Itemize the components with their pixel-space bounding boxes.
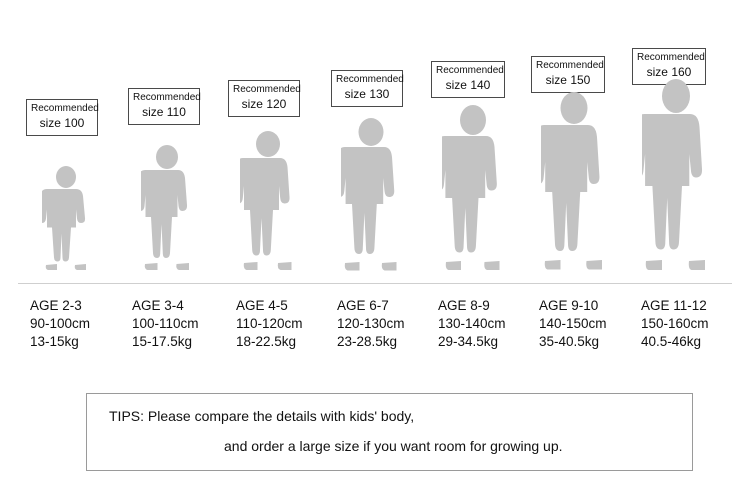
- height-label: 130-140cm: [438, 316, 506, 331]
- recommended-label: Recommended: [336, 74, 404, 85]
- age-label: AGE 2-3: [30, 298, 82, 313]
- weight-label: 40.5-46kg: [641, 334, 702, 349]
- recommended-label: Recommended: [436, 65, 504, 76]
- height-label: 90-100cm: [30, 316, 91, 331]
- tips-line-1: TIPS: Please compare the details with kids' body,: [109, 408, 415, 424]
- size-badge-4: [331, 70, 403, 107]
- size-info-7: [641, 297, 709, 351]
- age-label: AGE 9-10: [539, 298, 599, 313]
- size-info-5: [438, 297, 506, 351]
- size-value: size 150: [545, 72, 591, 87]
- height-label: 110-120cm: [236, 316, 303, 331]
- height-label: 120-130cm: [337, 316, 405, 331]
- child-silhouette-3: [240, 131, 296, 271]
- size-info-1: [30, 297, 90, 351]
- height-label: 150-160cm: [641, 316, 709, 331]
- height-label: 140-150cm: [539, 316, 607, 331]
- size-info-3: [236, 297, 303, 351]
- size-info-6: [539, 297, 607, 351]
- size-value: size 120: [241, 96, 287, 111]
- size-badge-5: [431, 61, 505, 98]
- size-value: size 140: [445, 77, 491, 92]
- recommended-label: Recommended: [233, 84, 301, 95]
- recommended-label: Recommended: [31, 103, 99, 114]
- tips-line-2: and order a large size if you want room for growing up.: [224, 438, 563, 454]
- weight-label: 18-22.5kg: [236, 334, 297, 349]
- height-label: 100-110cm: [132, 316, 199, 331]
- recommended-label: Recommended: [637, 52, 705, 63]
- child-silhouette-5: [442, 105, 504, 271]
- size-value: size 110: [142, 104, 186, 119]
- size-badge-6: [531, 56, 605, 93]
- child-silhouette-2: [141, 145, 193, 271]
- child-silhouette-7: [642, 79, 710, 271]
- size-badge-3: [228, 80, 300, 117]
- recommended-label: Recommended: [536, 60, 604, 71]
- weight-label: 29-34.5kg: [438, 334, 499, 349]
- weight-label: 23-28.5kg: [337, 334, 398, 349]
- recommended-label: Recommended: [133, 92, 201, 103]
- size-badge-1: [26, 99, 98, 136]
- age-label: AGE 8-9: [438, 298, 490, 313]
- size-value: size 130: [344, 86, 390, 101]
- weight-label: 13-15kg: [30, 334, 79, 349]
- weight-label: 15-17.5kg: [132, 334, 193, 349]
- size-info-2: [132, 297, 199, 351]
- age-label: AGE 6-7: [337, 298, 389, 313]
- size-value: size 160: [646, 64, 692, 79]
- child-silhouette-4: [341, 118, 401, 271]
- baseline-divider: [18, 283, 732, 284]
- child-silhouette-1: [42, 166, 90, 271]
- size-info-4: [337, 297, 405, 351]
- tips-box: [86, 393, 693, 471]
- age-label: AGE 4-5: [236, 298, 288, 313]
- size-badge-2: [128, 88, 200, 125]
- age-label: AGE 3-4: [132, 298, 184, 313]
- child-silhouette-6: [541, 92, 607, 271]
- age-label: AGE 11-12: [641, 298, 707, 313]
- size-value: size 100: [39, 115, 85, 130]
- weight-label: 35-40.5kg: [539, 334, 600, 349]
